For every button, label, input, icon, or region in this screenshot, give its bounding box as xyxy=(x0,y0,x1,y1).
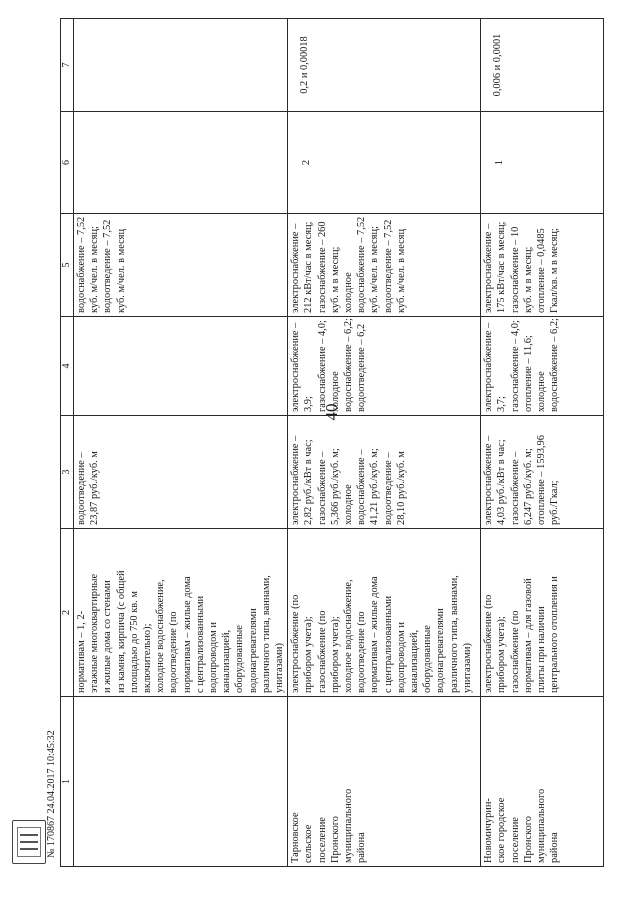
header-cell-1: 1 xyxy=(61,697,74,867)
document-registration-footer: № 170867 24.04.2017 10:45:32 xyxy=(46,730,57,858)
cell-line: плиты при наличии xyxy=(536,606,548,693)
document-stamp-icon xyxy=(12,820,46,864)
header-cell-4: 4 xyxy=(61,317,74,416)
cell-line: водоснабжение – xyxy=(356,449,368,525)
table-row xyxy=(288,19,481,867)
cell-line: оборудованные xyxy=(422,625,434,693)
cell-line: электроснабжение – xyxy=(483,322,495,412)
cell-line: прибором учета); xyxy=(496,616,508,693)
cell-line: куб. м/чел. в месяц; xyxy=(89,226,101,313)
cell-line: поселение xyxy=(316,817,328,863)
cell-line: района xyxy=(356,832,368,863)
stamp-frame xyxy=(17,827,41,857)
cell-line: различного типа, ваннами, xyxy=(260,575,272,693)
stamp-bar xyxy=(20,848,38,850)
cell-line: куб. м в месяц; xyxy=(522,246,534,313)
cell-line: водонагревателями xyxy=(435,608,447,693)
tariff-cell xyxy=(74,416,288,529)
cell-line: с централизованными xyxy=(382,595,394,693)
cell-line: куб. м/чел. в месяц xyxy=(395,228,407,313)
municipality-cell xyxy=(481,697,604,867)
cell-line: Тарновское xyxy=(290,812,302,863)
cell-line: Пронского xyxy=(329,816,341,863)
cell-line: Новомичурин- xyxy=(483,798,495,863)
cell-line: с централизованными xyxy=(194,595,206,693)
header-cell-2: 2 xyxy=(61,529,74,697)
cell-line: электроснабжение – xyxy=(483,223,495,313)
municipality-cell xyxy=(288,697,481,867)
cell-line: электроснабжение (по xyxy=(290,594,302,693)
cell-line: водопроводом и xyxy=(395,622,407,693)
cell-line: этажные многоквартирные xyxy=(89,573,101,693)
cell-line: куб. м/чел. в месяц; xyxy=(369,226,381,313)
cell-line: 175 кВт/час в месяц; xyxy=(496,221,508,313)
cell-line: 4,03 руб./кВт в час; xyxy=(496,439,508,525)
cell-line: прибором учета); xyxy=(329,616,341,693)
cell-line: электроснабжение – xyxy=(290,435,302,525)
count-cell: 1 xyxy=(481,112,604,214)
cell-line: водоснабжение – 7,52 xyxy=(356,216,368,313)
cell-line: центрального отопления и xyxy=(549,576,561,693)
cell-line: различного типа, ваннами, xyxy=(448,575,460,693)
cell-line: холодное xyxy=(329,371,341,412)
cell-line: электроснабжение – xyxy=(483,435,495,525)
cell-line: площадью до 750 кв. м xyxy=(128,591,140,693)
cell-line: прибором учета); xyxy=(303,616,315,693)
ratio-cell: 0,2 и 0,00018 xyxy=(288,19,481,112)
cell-line: газоснабжение – xyxy=(316,451,328,525)
cell-line: 5,366 руб./куб. м; xyxy=(329,448,341,525)
cell-line: отопление – 11,6; xyxy=(522,335,534,412)
cell-line: 28,10 руб./куб. м xyxy=(395,451,407,525)
cell-line: газоснабжение – 260 xyxy=(316,221,328,313)
cell-line: канализацией, xyxy=(409,629,421,693)
cell-line: нормативам – жилые дома xyxy=(369,576,381,693)
cell-line: водоотведение – xyxy=(76,452,87,525)
cell-line: газоснабжение – 4,0; xyxy=(509,320,521,412)
cell-line: 23,87 руб./куб. м xyxy=(89,451,101,525)
cell-line: нормативам – для газовой xyxy=(522,578,534,693)
cell-line: отопление – 1593,96 xyxy=(536,435,548,525)
cell-line: муниципального xyxy=(536,788,548,863)
cell-line: электроснабжение – xyxy=(290,322,302,412)
municipality-cell xyxy=(74,697,288,867)
stamp-bar xyxy=(20,841,38,843)
cell-line: района xyxy=(549,832,561,863)
cell-line: водоотведение – 7,52 xyxy=(382,219,394,313)
cell-line: водоотведение (по xyxy=(356,611,368,693)
header-cell-3: 3 xyxy=(61,416,74,529)
services-cell xyxy=(74,529,288,697)
cell-line: руб./Гкал; xyxy=(549,480,561,525)
cell-line: Пронского xyxy=(522,816,534,863)
cell-line: водоснабжение – 6,2; xyxy=(549,318,561,412)
cell-line: газоснабжение – 4,0; xyxy=(316,320,328,412)
cell-line: холодное xyxy=(343,272,355,313)
cell-line: нормативам – жилые дома xyxy=(181,576,193,693)
header-cell-6: 6 xyxy=(61,112,74,214)
consumption-norm-cell xyxy=(481,214,604,317)
cell-line: из камня, кирпича (с общей xyxy=(115,570,127,693)
cell-line: холодное водоснабжение, xyxy=(343,579,355,693)
norm-coefficient-cell xyxy=(288,317,481,416)
cell-line: унитазами) xyxy=(461,643,473,693)
cell-line: водоотведение (по xyxy=(168,611,180,693)
cell-line: водоотведение – 7,52 xyxy=(102,219,114,313)
ratio-cell xyxy=(74,19,288,112)
services-cell xyxy=(288,529,481,697)
stamp-bar xyxy=(20,834,38,836)
count-cell: 2 xyxy=(288,112,481,214)
page-number: 40 xyxy=(322,403,341,421)
tariff-cell xyxy=(481,416,604,529)
consumption-norm-cell xyxy=(288,214,481,317)
cell-line: газоснабжение (по xyxy=(509,610,521,693)
cell-line: газоснабжение – xyxy=(509,451,521,525)
table-header-row xyxy=(61,19,74,867)
cell-line: водоотведение – xyxy=(382,452,394,525)
table-row xyxy=(481,19,604,867)
tariff-cell xyxy=(288,416,481,529)
cell-line: электроснабжение (по xyxy=(483,594,495,693)
rotated-table-container xyxy=(60,19,604,867)
cell-line: отопление – 0,0485 xyxy=(536,228,548,313)
cell-line: газоснабжение – 10 xyxy=(509,226,521,313)
cell-line: 2,82 руб./кВт в час; xyxy=(303,439,315,525)
consumption-norm-cell xyxy=(74,214,288,317)
cell-line: 6,247 руб./куб. м; xyxy=(522,448,534,525)
cell-line: поселение xyxy=(509,817,521,863)
cell-line: куб. м в месяц; xyxy=(329,246,341,313)
cell-line: включительно); xyxy=(142,623,154,693)
cell-line: Гкал/кв. м в месяц; xyxy=(549,228,561,313)
cell-line: оборудованные xyxy=(234,625,246,693)
cell-line: 41,21 руб./куб. м; xyxy=(369,448,381,525)
cell-line: водонагревателями xyxy=(247,608,259,693)
cell-line: куб. м/чел. в месяц xyxy=(115,228,127,313)
cell-line: электроснабжение – xyxy=(290,223,302,313)
cell-line: и жилые дома со стенами xyxy=(102,580,114,693)
cell-line: 3,7; xyxy=(496,396,508,412)
cell-line: унитазами) xyxy=(274,643,286,693)
cell-line: холодное xyxy=(536,371,548,412)
ratio-cell: 0,006 и 0,0001 xyxy=(481,19,604,112)
cell-line: ское городское xyxy=(496,797,508,863)
cell-line: газоснабжение (по xyxy=(316,610,328,693)
cell-line: муниципального xyxy=(343,788,355,863)
header-cell-7: 7 xyxy=(61,19,74,112)
cell-line: холодное xyxy=(343,484,355,525)
table-row xyxy=(74,19,288,867)
cell-line: сельское xyxy=(303,824,315,863)
cell-line: водоотведение – 6,2 xyxy=(356,323,368,412)
cell-line: 212 кВт/час в месяц; xyxy=(303,221,315,313)
header-cell-5: 5 xyxy=(61,214,74,317)
norm-coefficient-cell xyxy=(74,317,288,416)
services-cell xyxy=(481,529,604,697)
cell-line: водопроводом и xyxy=(208,622,220,693)
count-cell xyxy=(74,112,288,214)
tariff-table xyxy=(60,18,604,867)
cell-line: водоснабжение – 6,2; xyxy=(343,318,355,412)
cell-line: нормативам – 1, 2- xyxy=(76,610,87,693)
cell-line: холодное водоснабжение, xyxy=(155,579,167,693)
cell-line: канализацией, xyxy=(221,629,233,693)
cell-line: 3,9; xyxy=(303,396,315,412)
norm-coefficient-cell xyxy=(481,317,604,416)
cell-line: водоснабжение – 7,52 xyxy=(76,216,87,313)
